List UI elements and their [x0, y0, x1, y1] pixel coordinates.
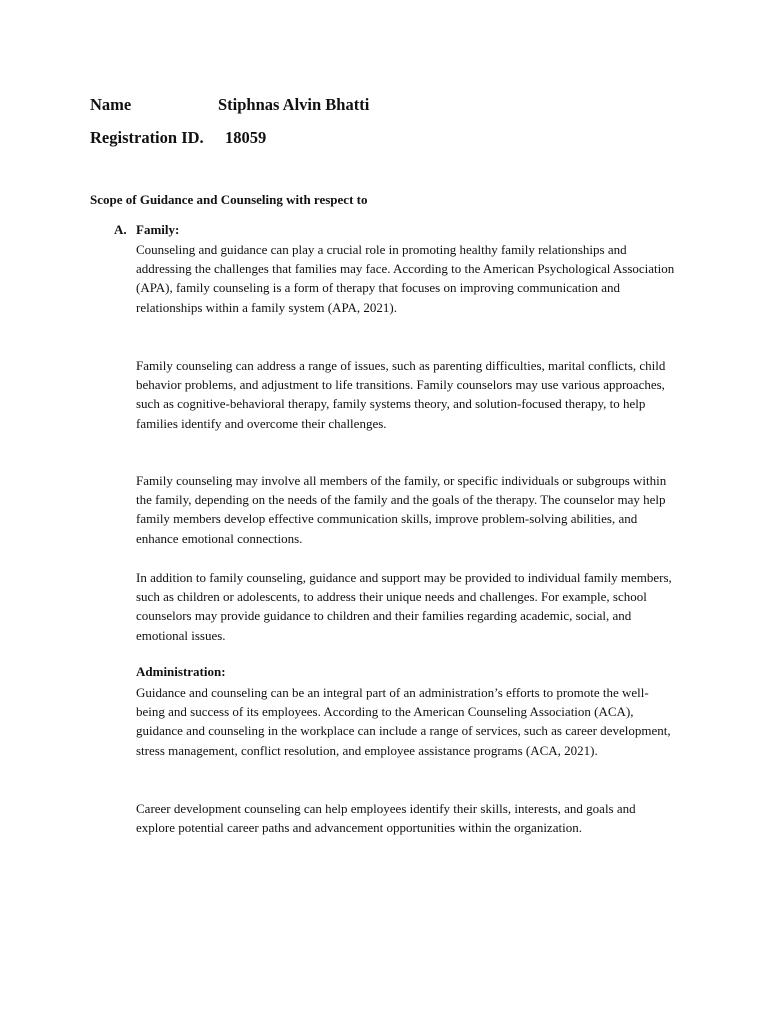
family-paragraph-3: Family counseling may involve all members of the family, or specific individuals or subgroups within the family, depending on the needs of the family and the goals of the therapy. The counselor may help family members develop effective communication skills, improve problem-solving abilities, and enhance emotional connections.	[136, 473, 667, 546]
registration-label: Registration ID.	[90, 128, 204, 147]
section-a-title: Family:	[136, 222, 180, 237]
administration-title: Administration:	[136, 664, 226, 679]
family-paragraph-2: Family counseling can address a range of issues, such as parenting difficulties, marital conflicts, child behavior problems, and adjustment to life transitions. Family counselors may use various approaches, such as cognitive-behavioral therapy, family systems theory, and solution-focused therapy, to help families identify and overcome their challenges.	[136, 358, 666, 431]
administration-paragraph-1: Guidance and counseling can be an integral part of an administration’s efforts to promote the well-being and success of its employees. According to the American Counseling Association (ACA), guidance and counseling in the workplace can include a range of services, such as career development, stress management, conflict resolution, and employee assistance programs (ACA, 2021).	[136, 685, 671, 758]
scope-heading: Scope of Guidance and Counseling with respect to	[90, 192, 368, 207]
registration-value: 18059	[225, 128, 267, 147]
name-value: Stiphnas Alvin Bhatti	[218, 95, 370, 114]
section-a-marker: A.	[114, 222, 127, 237]
name-label: Name	[90, 95, 132, 114]
administration-paragraph-2: Career development counseling can help employees identify their skills, interests, and goals and explore potential career paths and advancement opportunities within the organization.	[136, 801, 636, 836]
family-paragraph-1: Counseling and guidance can play a crucial role in promoting healthy family relationships and addressing the challenges that families may face. According to the American Psychological Association (APA), family counseling is a form of therapy that focuses on improving communication and relationships within a family system (APA, 2021).	[136, 242, 675, 315]
family-paragraph-4: In addition to family counseling, guidance and support may be provided to individual family members, such as children or adolescents, to address their unique needs and challenges. For example, school counselors may provide guidance to children and their families regarding academic, social, and emotional issues.	[136, 570, 672, 643]
